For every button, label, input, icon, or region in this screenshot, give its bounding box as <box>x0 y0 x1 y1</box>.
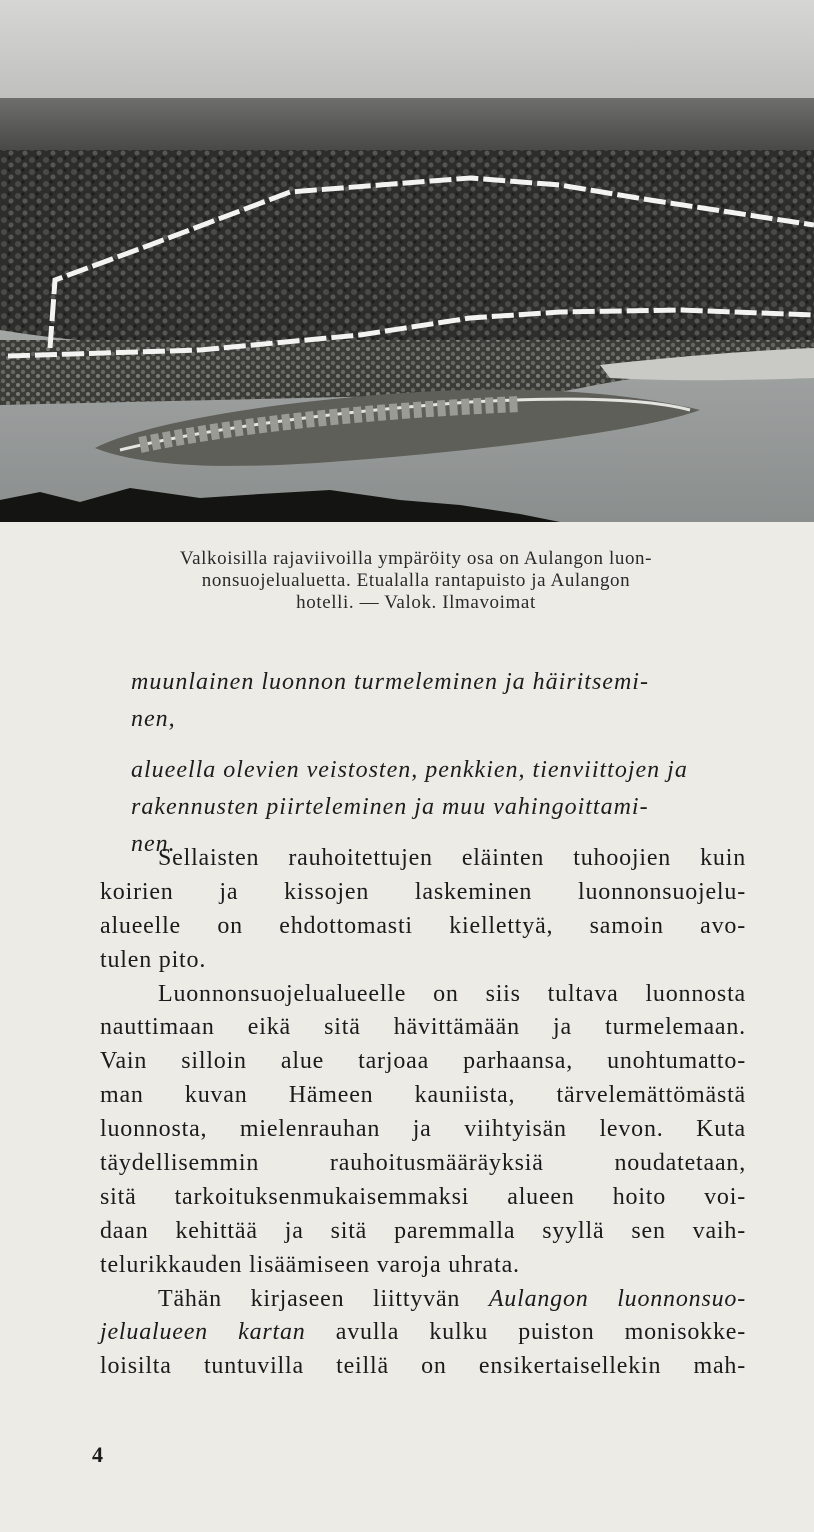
paragraph-line: Vain silloin alue tarjoaa parhaansa, unohtumatto- <box>100 1048 746 1075</box>
paragraph-line: nauttimaan eikä sitä hävittämään ja turmelemaan. <box>100 1014 746 1041</box>
photo-caption <box>96 548 736 614</box>
list-item-line: alueella olevien veistosten, penkkien, tienviittojen ja <box>131 757 688 783</box>
paragraph-line: loisilta tuntuvilla teillä on ensikertaisellekin mah- <box>100 1353 746 1380</box>
map-title-italic: jelualueen kartan <box>100 1319 306 1346</box>
text-run: avulla kulku puiston monisokke- <box>305 1319 746 1346</box>
paragraph-line: man kuvan Hämeen kauniista, tärvelemättömästä <box>100 1082 746 1109</box>
page-number: 4 <box>92 1442 103 1467</box>
paragraph-line: koirien ja kissojen laskeminen luonnonsuojelu- <box>100 878 746 905</box>
paragraph-line: alueelle on ehdottomasti kiellettyä, samoin avo- <box>100 912 746 939</box>
paragraph-line: Sellaisten rauhoitettujen eläinten tuhoojien kuin <box>158 845 746 871</box>
paragraph-line <box>100 1283 746 1317</box>
caption-line: hotelli. — Valok. Ilmavoimat <box>296 592 536 613</box>
paragraph-line: Luonnonsuojelualueelle on siis tultava luonnosta <box>158 980 746 1007</box>
paragraph-line: daan kehittää ja sitä paremmalla syyllä sen vaih- <box>100 1217 746 1244</box>
caption-line: Valkoisilla rajaviivoilla ympäröity osa on Aulangon luon- <box>179 548 653 569</box>
caption-line: nonsuojelualuetta. Etualalla rantapuisto ja Aulangon <box>201 570 631 591</box>
list-item-line: muunlainen luonnon turmeleminen ja häiritsemi- <box>131 669 649 695</box>
text-run: Tähän kirjaseen liittyvän <box>158 1285 489 1312</box>
list-item-line: rakennusten piirteleminen ja muu vahingoittami- <box>131 794 649 820</box>
paragraph-line: täydellisemmin rauhoitusmääräyksiä noudatetaan, <box>100 1150 746 1177</box>
body-text <box>100 842 746 1384</box>
paragraph-line: luonnosta, mielenrauhan ja viihtyisän levon. Kuta <box>100 1116 746 1143</box>
map-title-italic: Aulangon luonnonsuo- <box>488 1285 746 1312</box>
paragraph-line: telurikkauden lisäämiseen varoja uhrata. <box>100 1251 520 1278</box>
paragraph-line: tulen pito. <box>100 946 207 973</box>
list-gap <box>131 738 751 752</box>
aerial-photo <box>0 0 814 522</box>
list-item-line: nen, <box>131 706 176 732</box>
prohibition-list <box>131 664 751 863</box>
paragraph-line: sitä tarkoituksenmukaisemmaksi alueen hoito voi- <box>100 1183 746 1210</box>
paragraph-line <box>100 1316 746 1350</box>
aerial-photo-aulanko-icon <box>0 0 814 522</box>
list-item-line: nen. <box>131 831 176 857</box>
